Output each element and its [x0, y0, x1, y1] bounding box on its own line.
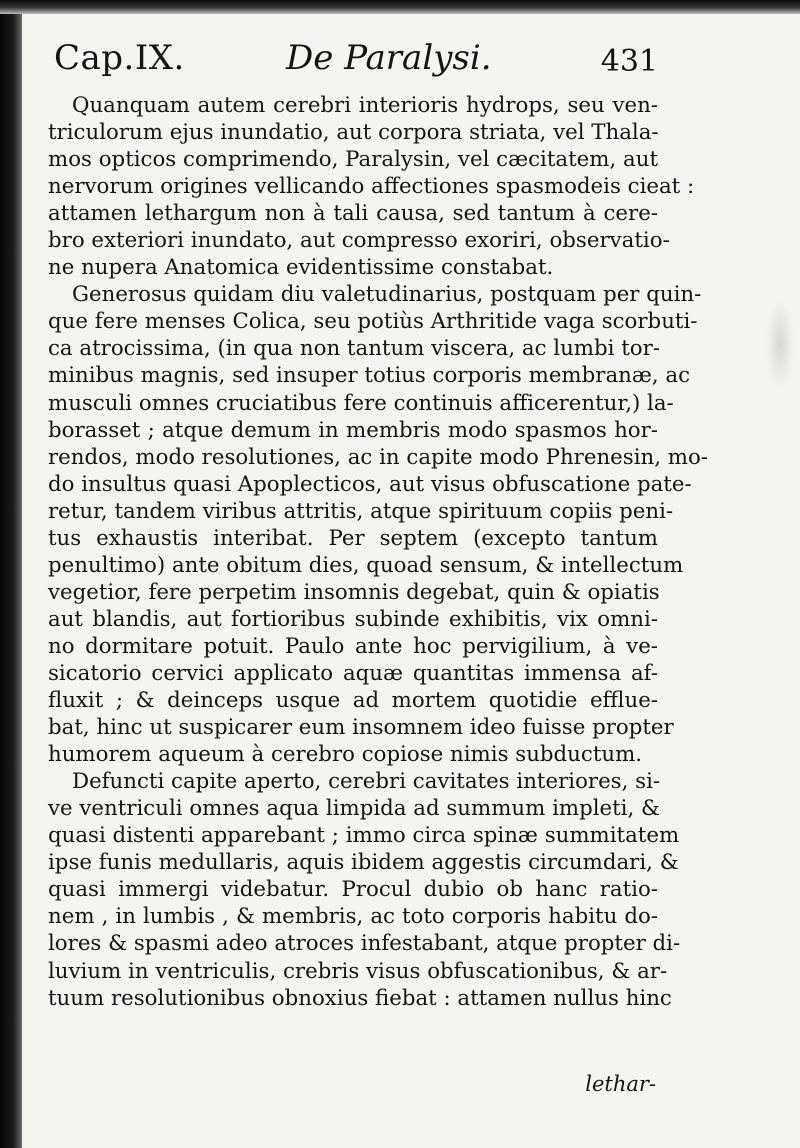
chapter-label: Cap.IX.	[54, 38, 185, 78]
text-line: borasset ; atque demum in membris modo spasmos hor-	[48, 417, 658, 443]
text-line: tuum resolutionibus obnoxius fiebat : attamen nullus hinc	[48, 985, 672, 1011]
body-text	[48, 92, 708, 1012]
catchword: lethar-	[585, 1072, 656, 1096]
text-line: ipse funis medullaris, aquis ibidem aggestis circumdari, &	[48, 850, 679, 876]
book-page	[48, 36, 708, 1116]
text-line: attamen lethargum non à tali causa, sed tantum à cere-	[48, 201, 658, 227]
running-header	[48, 36, 658, 92]
page-top-shadow	[0, 0, 800, 14]
text-line: Generosus quidam diu valetudinarius, postquam per quin-	[72, 282, 702, 308]
text-line: ca atrocissima, (in qua non tantum viscera, ac lumbi tor-	[48, 336, 660, 362]
text-line: mos opticos comprimendo, Paralysin, vel cæcitatem, aut	[48, 147, 658, 173]
text-line: bro exteriori inundato, aut compresso exoriri, observatio-	[48, 228, 670, 254]
page-number: 431	[600, 44, 658, 79]
text-line: musculi omnes cruciatibus fere continuis afficerentur,) la-	[48, 390, 674, 416]
text-line: lores & spasmi adeo atroces infestabant, atque propter di-	[48, 931, 681, 957]
text-line: quasi immergi videbatur. Procul dubio ob hanc ratio-	[48, 877, 658, 903]
text-line: rendos, modo resolutiones, ac in capite modo Phrenesin, mo-	[48, 444, 708, 470]
text-line: luvium in ventriculis, crebris visus obfuscationibus, & ar-	[48, 958, 668, 984]
text-line: aut blandis, aut fortioribus subinde exhibitis, vix omni-	[48, 606, 658, 632]
text-line: que fere menses Colica, seu potiùs Arthritide vaga scorbuti-	[48, 309, 698, 335]
text-line: fluxit ; & deinceps usque ad mortem quotidie effluе-	[48, 688, 658, 714]
book-gutter-shadow	[0, 0, 22, 1148]
text-line: do insultus quasi Apoplecticos, aut visus obfuscatione pate-	[48, 471, 692, 497]
text-line: no dormitare potuit. Paulo ante hoc pervigilium, à ve-	[48, 633, 658, 659]
text-line: retur, tandem viribus attritis, atque spirituum copiis peni-	[48, 498, 674, 524]
text-line: humorem aqueum à cerebro copiose nimis subductum.	[48, 742, 643, 768]
ink-smudge	[766, 300, 794, 390]
text-line: tus exhaustis interibat. Per septem (excepto tantum	[48, 525, 658, 551]
text-line: vegetior, fere perpetim insomnis degebat, quin & opiatis	[48, 579, 660, 605]
text-line: triculorum ejus inundatio, aut corpora striata, vel Thala-	[48, 120, 659, 146]
text-line: nem , in lumbis , & membris, ac toto corporis habitu do-	[48, 904, 658, 930]
text-line: ve ventriculi omnes aqua limpida ad summum impleti, &	[48, 796, 660, 822]
text-line: Quanquam autem cerebri interioris hydrops, seu ven-	[72, 93, 658, 118]
text-line: quasi distenti apparebant ; immo circa spinæ summitatem	[48, 823, 680, 849]
text-line: Defuncti capite aperto, cerebri cavitates interiores, si-	[72, 769, 661, 795]
text-line: bat, hinc ut suspicarer eum insomnem ideo fuisse propter	[48, 715, 674, 741]
text-line: nervorum origines vellicando affectiones spasmodeis cieat :	[48, 174, 695, 200]
text-line: ne nupera Anatomica evidentissime constabat.	[48, 255, 554, 281]
text-line: penultimo) ante obitum dies, quoad sensum, & intellectum	[48, 552, 684, 578]
text-line: sicatorio cervici applicato aquæ quantitas immensa af-	[48, 660, 658, 686]
text-line: minibus magnis, sed insuper totius corporis membranæ, ac	[48, 363, 691, 389]
running-title: De Paralysi.	[286, 38, 492, 78]
